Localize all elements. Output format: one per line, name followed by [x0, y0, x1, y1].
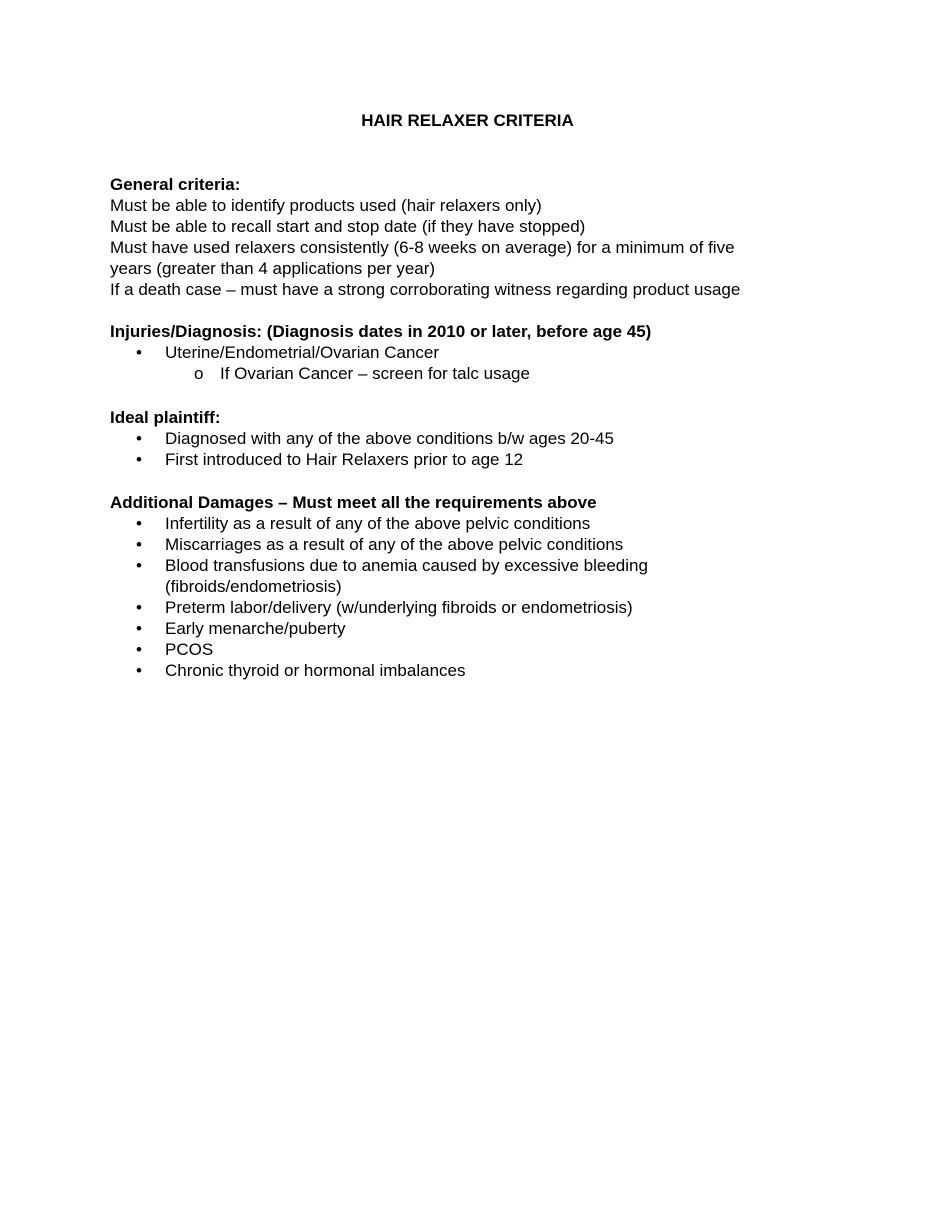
list-item	[110, 660, 810, 681]
list-item-text: Chronic thyroid or hormonal imbalances	[165, 661, 466, 680]
injuries-heading: Injuries/Diagnosis: (Diagnosis dates in 2010 or later, before age 45)	[110, 322, 652, 341]
bullet-icon: •	[136, 640, 142, 659]
list-item-text: Preterm labor/delivery (w/underlying fibroids or endometriosis)	[165, 598, 633, 617]
additional-damages-section	[110, 492, 810, 681]
list-item	[110, 639, 810, 660]
additional-damages-list	[110, 513, 810, 681]
general-criteria-line: years (greater than 4 applications per year)	[110, 259, 436, 278]
bullet-icon: •	[136, 535, 142, 554]
list-item	[110, 555, 810, 597]
general-criteria-line: Must have used relaxers consistently (6-8 weeks on average) for a minimum of five	[110, 238, 735, 257]
list-item	[110, 534, 810, 555]
bullet-icon: •	[136, 514, 142, 533]
list-item	[110, 428, 810, 449]
list-item	[110, 342, 810, 384]
document-title: HAIR RELAXER CRITERIA	[361, 111, 574, 130]
bullet-icon: •	[136, 619, 142, 638]
ideal-plaintiff-section	[110, 407, 810, 470]
general-criteria-heading: General criteria:	[110, 175, 241, 194]
sub-bullet-icon: o	[194, 364, 204, 383]
list-item	[110, 597, 810, 618]
general-criteria-line: Must be able to identify products used (hair relaxers only)	[110, 196, 542, 215]
list-item-text: First introduced to Hair Relaxers prior to age 12	[165, 450, 524, 469]
general-criteria-line: If a death case – must have a strong corroborating witness regarding product usage	[110, 280, 741, 299]
injuries-list	[110, 342, 810, 384]
list-item-text: Uterine/Endometrial/Ovarian Cancer	[165, 343, 440, 362]
bullet-icon: •	[136, 661, 142, 680]
bullet-icon: •	[136, 450, 142, 469]
bullet-icon: •	[136, 598, 142, 617]
list-item-text: Diagnosed with any of the above conditions b/w ages 20-45	[165, 429, 614, 448]
injuries-section	[110, 321, 810, 384]
general-criteria-section	[110, 174, 810, 300]
additional-damages-heading: Additional Damages – Must meet all the requirements above	[110, 493, 597, 512]
bullet-icon: •	[136, 429, 142, 448]
ideal-plaintiff-list	[110, 428, 810, 470]
list-item	[110, 449, 810, 470]
list-item-text: Infertility as a result of any of the above pelvic conditions	[165, 514, 591, 533]
list-item-text: Early menarche/puberty	[165, 619, 346, 638]
sub-list-item	[165, 363, 810, 384]
general-criteria-line: Must be able to recall start and stop date (if they have stopped)	[110, 217, 586, 236]
injuries-sub-list	[165, 363, 810, 384]
list-item-text: Blood transfusions due to anemia caused by excessive bleeding (fibroids/endometriosis)	[165, 556, 648, 596]
list-item-text: PCOS	[165, 640, 214, 659]
sub-list-item-text: If Ovarian Cancer – screen for talc usage	[220, 364, 530, 383]
bullet-icon: •	[136, 343, 142, 362]
list-item	[110, 513, 810, 534]
ideal-plaintiff-heading: Ideal plaintiff:	[110, 408, 221, 427]
list-item-text: Miscarriages as a result of any of the above pelvic conditions	[165, 535, 624, 554]
list-item	[110, 618, 810, 639]
bullet-icon: •	[136, 556, 142, 575]
